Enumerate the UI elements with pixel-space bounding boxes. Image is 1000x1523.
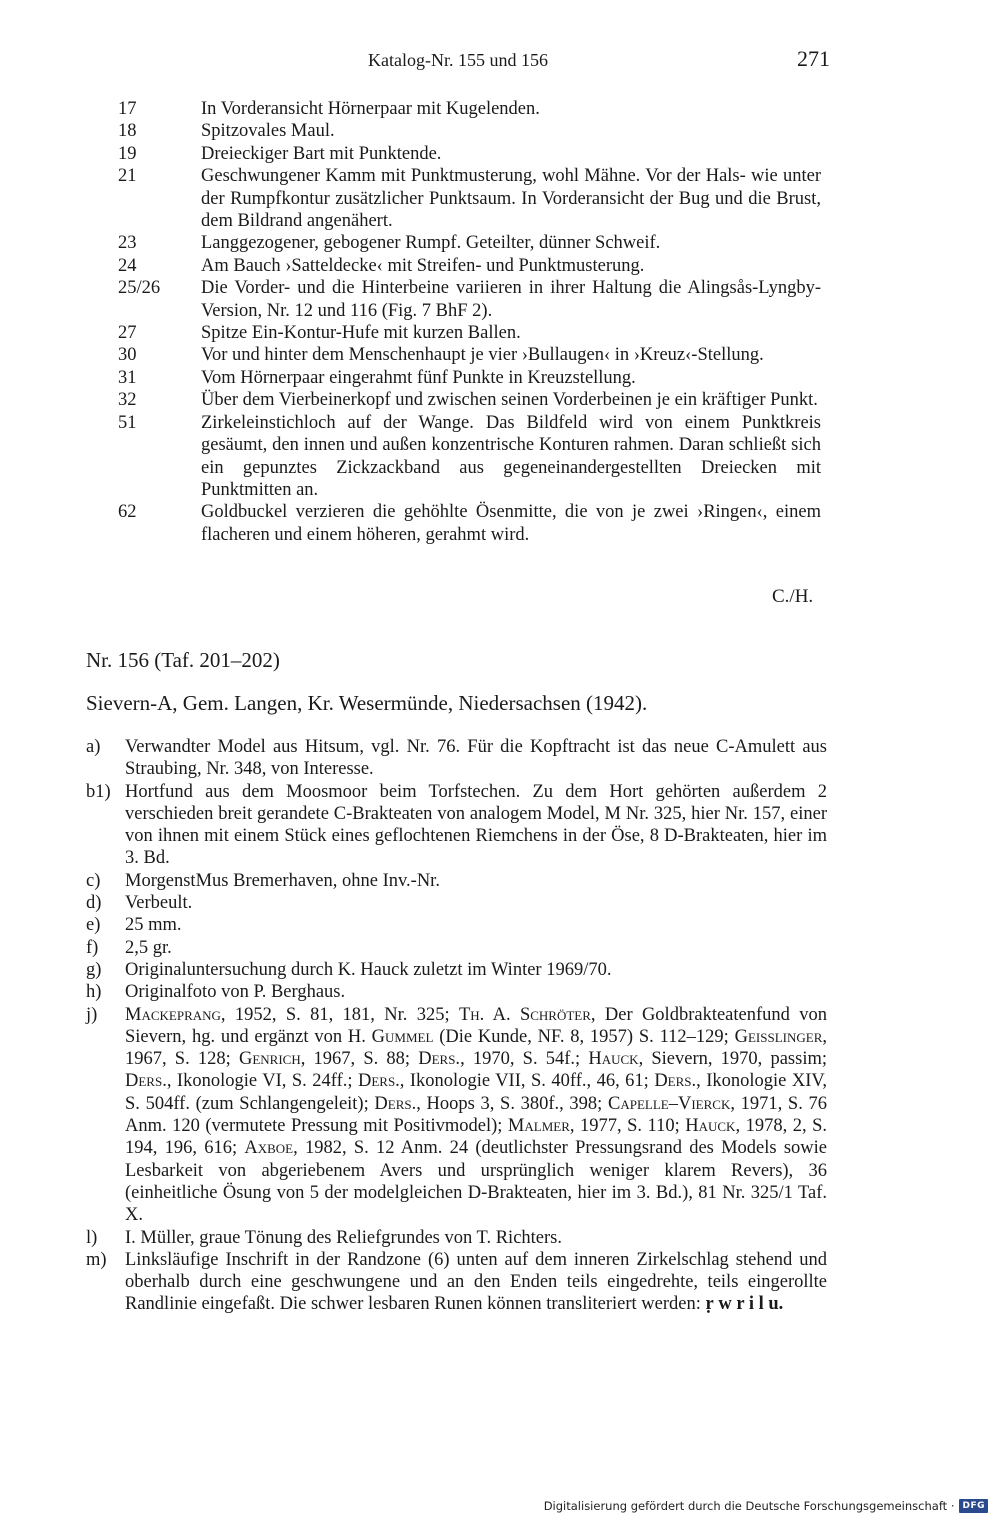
list-item: [0, 501, 1000, 546]
entry-heading: Nr. 156 (Taf. 201–202): [86, 648, 280, 672]
detail-item: [0, 870, 1000, 892]
detail-label: g): [86, 959, 102, 980]
item-text: Zirkeleinstichloch auf der Wange. Das Bildfeld wird von einem Punktkreis gesäumt, den innen und außen konzentrische Konturen rahmen. Daran schließt sich ein gepunztes Zickzackband aus gegeneinandergestellten Dreiecken mit Punktmitten an.: [201, 412, 821, 500]
detail-item: [0, 1227, 1000, 1249]
item-number: 18: [118, 121, 137, 142]
item-number: 31: [118, 367, 137, 388]
item-text: Am Bauch ›Satteldecke‹ mit Streifen- und Punktmusterung.: [201, 255, 645, 276]
citation-text: , 1971, S. 76 Anm. 120 (vermutete Pressung mit Positivmodel);: [125, 1093, 827, 1137]
citation-text: , 1967, S. 128;: [125, 1026, 827, 1070]
detail-text: 25 mm.: [125, 915, 182, 936]
citation-text: , Ikonologie XIV, S. 504ff. (zum Schlangengeleit);: [125, 1071, 827, 1114]
item-number: 51: [118, 412, 137, 433]
citation-text: (Die Kunde, NF. 8, 1957) S. 112–129;: [433, 1026, 735, 1047]
author-name: Ders.: [357, 1071, 400, 1092]
author-name: Hauck: [588, 1049, 639, 1070]
detail-text: MorgenstMus Bremerhaven, ohne Inv.-Nr.: [125, 870, 440, 891]
author-name: Ders.: [374, 1093, 417, 1114]
detail-item: [0, 736, 1000, 781]
detail-item: [0, 959, 1000, 981]
citation-text: , Der Goldbrakteatenfund von Sievern, hg. und ergänzt von H.: [125, 1004, 827, 1047]
detail-label: c): [86, 870, 101, 891]
list-item: [0, 367, 1000, 389]
item-text: Spitze Ein-Kontur-Hufe mit kurzen Ballen.: [201, 323, 521, 344]
item-number: 30: [118, 345, 137, 366]
item-text: In Vorderansicht Hörnerpaar mit Kugelenden.: [201, 99, 540, 119]
item-text: Dreieckiger Bart mit Punktende.: [201, 143, 442, 164]
funding-note: Digitalisierung gefördert durch die Deutsche Forschungsgemeinschaft ·: [543, 1499, 955, 1513]
list-item: [0, 120, 1000, 142]
inscription-text: [125, 1249, 827, 1316]
dfg-logo: DFG: [959, 1499, 988, 1513]
item-number: 19: [118, 143, 137, 164]
detail-text: Verbeult.: [125, 893, 193, 914]
citation-text: , 1952, S. 81, 181, Nr. 325;: [220, 1004, 459, 1025]
list-item: [0, 322, 1000, 344]
detail-text: Verwandter Model aus Hitsum, vgl. Nr. 76. Für die Kopftracht ist das neue C-Amulett aus Straubing, Nr. 348, von Interesse.: [125, 737, 827, 780]
detail-item: [0, 937, 1000, 959]
detail-item: [0, 1004, 1000, 1227]
author-name: Malmer: [507, 1116, 570, 1137]
list-item: [0, 232, 1000, 254]
item-text: Vom Hörnerpaar eingerahmt fünf Punkte in Kreuzstellung.: [201, 367, 636, 388]
citation-text: , 1970, S. 54f.;: [460, 1049, 589, 1070]
item-text: Die Vorder- und die Hinterbeine variieren in ihrer Haltung die Alingsås-Lyngby-Version, Nr. 12 und 116 (Fig. 7 BhF 2).: [201, 278, 821, 321]
item-text: Goldbuckel verzieren die gehöhlte Ösenmitte, die von je zwei ›Ringen‹, einem flacheren und einem höheren, gerahmt wird.: [201, 502, 821, 545]
list-item: [0, 344, 1000, 366]
detail-text: Hortfund aus dem Moosmoor beim Torfstechen. Zu dem Hort gehörten außerdem 2 verschieden breit gerandete C-Brakteaten von analogem Model, M Nr. 325, hier Nr. 157, einer von ihnen mit einem Stück eines geflochtenen Riemchens in der Öse, 8 D-Brakteaten, hier im 3. Bd.: [125, 781, 827, 869]
detail-label: a): [86, 737, 101, 757]
author-name: Ders.: [654, 1071, 697, 1092]
detail-item: [0, 914, 1000, 936]
detail-text: 2,5 gr.: [125, 937, 172, 958]
author-name: Ders.: [125, 1071, 167, 1092]
running-title: Katalog-Nr. 155 und 156: [368, 50, 548, 70]
detail-text: I. Müller, graue Tönung des Reliefgrundes von T. Richters.: [125, 1227, 562, 1248]
detail-text: Originalfoto von P. Berghaus.: [125, 982, 346, 1003]
page-number: 271: [797, 46, 830, 71]
list-item: [0, 98, 1000, 120]
citation-text: , Ikonologie VI, S. 24ff.;: [166, 1071, 358, 1092]
item-number: 32: [118, 390, 137, 411]
item-number: 23: [118, 233, 137, 254]
item-text: Über dem Vierbeinerkopf und zwischen seinen Vorderbeinen je ein kräftiger Punkt.: [201, 390, 818, 411]
author-signature: C./H.: [772, 586, 814, 607]
author-name: Hauck: [685, 1116, 736, 1137]
detail-item: [0, 892, 1000, 914]
author-name: Gummel: [371, 1026, 434, 1047]
author-name: Axboe: [244, 1138, 294, 1159]
citation-text: , Sievern, 1970, passim;: [638, 1049, 828, 1070]
author-name: Th. A. Schröter: [458, 1004, 591, 1025]
detail-label: l): [86, 1227, 98, 1248]
item-number: 21: [118, 166, 137, 187]
item-text: Spitzovales Maul.: [201, 121, 335, 142]
footer: [544, 1499, 988, 1513]
list-item: [0, 389, 1000, 411]
detail-label: d): [86, 893, 102, 914]
citation-text: , Hoops 3, S. 380f., 398;: [416, 1093, 608, 1114]
item-text: Geschwungener Kamm mit Punktmusterung, wohl Mähne. Vor der Hals- wie unter der Rumpfkontur zusätzlicher Punktsaum. In Vorderansicht der Bug und die Brust, dem Bildrand angenähert.: [201, 166, 821, 232]
rune-transliteration: ṛ w r i l u.: [705, 1294, 784, 1315]
author-name: Ders.: [418, 1049, 461, 1070]
detail-text: Linksläufige Inschrift in der Randzone (6) unten auf dem inneren Zirkelschlag stehend und oberhalb durch eine geschwungene und an den Enden teils eingedrehte, teils eingerollte Randlinie eingefaßt. Die schwer lesbaren Runen können transliteriert werden:: [125, 1249, 827, 1315]
author-name: Capelle–Vierck: [608, 1093, 731, 1114]
feature-list: [0, 98, 1000, 546]
citation-text: , 1967, S. 88;: [300, 1049, 419, 1070]
citation-text: , 1982, S. 12 Anm. 24 (deutlichster Pressungsrand des Models sowie Lesbarkeit von abgeriebenem Avers und ursprünglich weniger klarem Revers), 36 (einheitliche Ösung von 5 der modelgleichen D-Brakteaten, hier im 3. Bd.), 81 Nr. 325/1 Taf. X.: [125, 1138, 827, 1226]
list-item: [0, 277, 1000, 322]
citation-text: , Ikonologie VII, S. 40ff., 46, 61;: [399, 1071, 655, 1092]
detail-label: m): [86, 1249, 107, 1270]
detail-item: [0, 1249, 1000, 1316]
list-item: [0, 255, 1000, 277]
detail-text: Originaluntersuchung durch K. Hauck zuletzt im Winter 1969/70.: [125, 959, 612, 980]
item-number: 62: [118, 502, 137, 523]
author-name: Genrich: [238, 1049, 301, 1070]
list-item: [0, 165, 1000, 232]
list-item: [0, 412, 1000, 502]
bibliography-text: [125, 1004, 827, 1227]
citation-text: , 1978, 2, S. 194, 196, 616;: [125, 1116, 827, 1159]
item-number: 17: [118, 99, 137, 119]
detail-label: h): [86, 982, 102, 1003]
entry-details: [0, 736, 1000, 1316]
detail-label: b1): [86, 781, 111, 802]
detail-item: [0, 981, 1000, 1003]
author-name: Geisslinger: [734, 1026, 823, 1047]
detail-label: e): [86, 915, 101, 936]
item-number: 27: [118, 323, 137, 344]
item-number: 25/26: [118, 278, 161, 299]
detail-item: [0, 781, 1000, 870]
running-header: [0, 46, 1000, 76]
author-name: Mackeprang: [125, 1004, 221, 1025]
item-number: 24: [118, 255, 137, 276]
detail-label: j): [86, 1004, 98, 1025]
citation-text: , 1977, S. 110;: [569, 1116, 686, 1137]
entry-location: Sievern-A, Gem. Langen, Kr. Wesermünde, Niedersachsen (1942).: [86, 691, 648, 715]
list-item: [0, 143, 1000, 165]
item-text: Vor und hinter dem Menschenhaupt je vier ›Bullaugen‹ in ›Kreuz‹-Stellung.: [201, 345, 764, 366]
detail-label: f): [86, 937, 99, 958]
item-text: Langgezogener, gebogener Rumpf. Geteilter, dünner Schweif.: [201, 233, 661, 254]
